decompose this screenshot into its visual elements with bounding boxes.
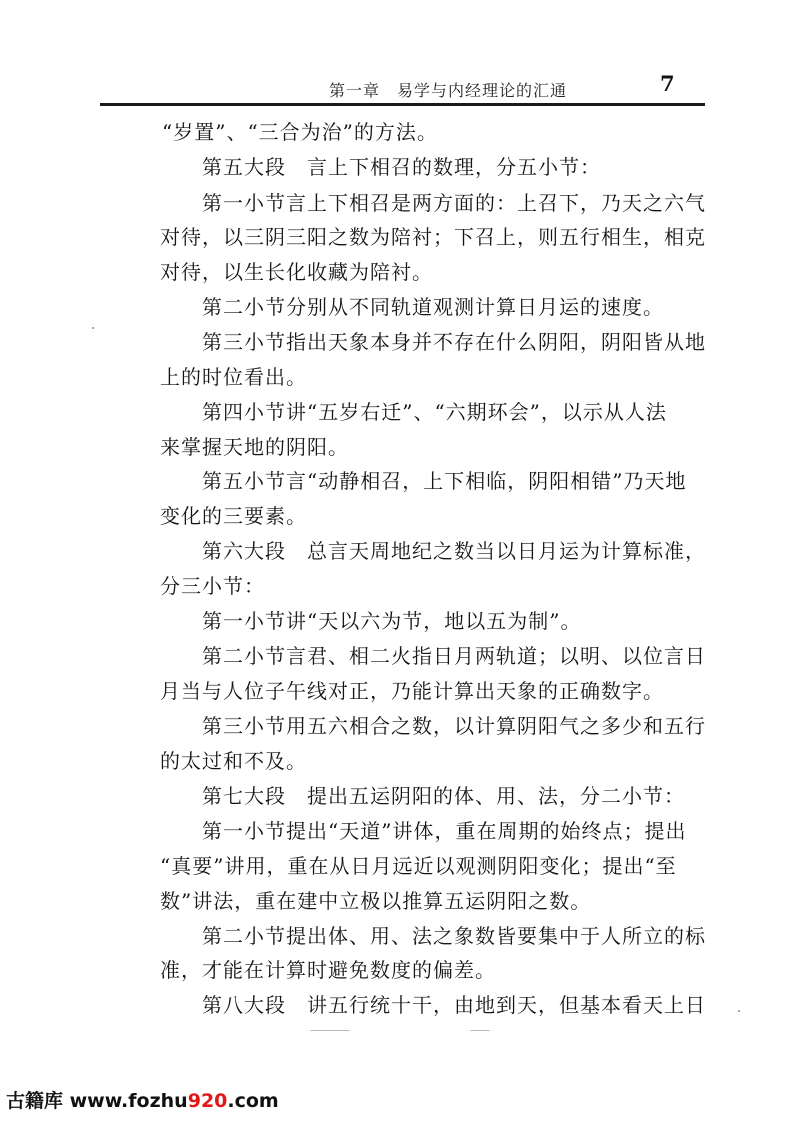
- text-line: 对待，以三阴三阳之数为陪衬；下召上，则五行相生，相克: [160, 225, 706, 249]
- text-line: 对待，以生长化收藏为陪衬。: [160, 260, 433, 284]
- watermark-number: 920: [187, 1090, 228, 1112]
- text-line: 数”讲法，重在建中立极以推算五运阴阳之数。: [160, 889, 592, 913]
- text-line: 第五小节言“动静相召，上下相临，阴阳相错”乃天地: [202, 469, 687, 493]
- text-line: 第一小节提出“天道”讲体，重在周期的始终点；提出: [202, 819, 687, 843]
- text-line: 准，才能在计算时避免数度的偏差。: [160, 958, 496, 982]
- text-line: 上的时位看出。: [160, 365, 307, 389]
- text-line: 第三小节指出天象本身并不存在什么阴阳，阴阳皆从地: [202, 330, 706, 354]
- text-line: “岁置”、“三合为治”的方法。: [162, 120, 438, 144]
- text-line: 变化的三要素。: [160, 504, 307, 528]
- scan-speck: [470, 1030, 490, 1031]
- text-line: 分三小节：: [160, 574, 265, 598]
- text-line: 来掌握天地的阴阳。: [160, 435, 349, 459]
- text-line: 第二小节提出体、用、法之象数皆要集中于人所立的标: [202, 924, 706, 948]
- text-line: 第四小节讲“五岁右迁”、“六期环会”，以示从人法: [202, 400, 667, 424]
- text-line: “真要”讲用，重在从日月远近以观测阴阳变化；提出“至: [160, 854, 677, 878]
- text-line: 第一小节言上下相召是两方面的：上召下，乃天之六气: [202, 191, 706, 215]
- text-line: 第六大段 总言天周地纪之数当以日月运为计算标准，: [202, 539, 706, 563]
- scan-speck: [738, 1010, 740, 1012]
- site-watermark: [6, 1086, 279, 1113]
- text-line: 第七大段 提出五运阴阳的体、用、法，分二小节：: [202, 784, 685, 808]
- watermark-prefix: 古籍库 www.fozhu: [6, 1090, 188, 1112]
- page-number: 7: [660, 71, 675, 96]
- text-line: 第二小节言君、相二火指日月两轨道；以明、以位言日: [202, 644, 706, 668]
- text-line: 的太过和不及。: [160, 749, 307, 773]
- watermark-suffix: .com: [227, 1090, 279, 1112]
- text-line: 第三小节用五六相合之数，以计算阴阳气之多少和五行: [202, 714, 706, 738]
- text-line: 第一小节讲“天以六为节，地以五为制”。: [202, 609, 582, 633]
- text-line: 月当与人位子午线对正，乃能计算出天象的正确数字。: [160, 679, 664, 703]
- chapter-title: 第一章 易学与内经理论的汇通: [329, 81, 568, 100]
- scan-speck: [310, 1030, 350, 1031]
- text-line: 第八大段 讲五行统十干，由地到天，但基本看天上日: [202, 993, 706, 1017]
- text-line: 第二小节分别从不同轨道观测计算日月运的速度。: [202, 295, 664, 319]
- text-line: 第五大段 言上下相召的数理，分五小节：: [202, 155, 601, 179]
- scan-speck: [92, 327, 94, 329]
